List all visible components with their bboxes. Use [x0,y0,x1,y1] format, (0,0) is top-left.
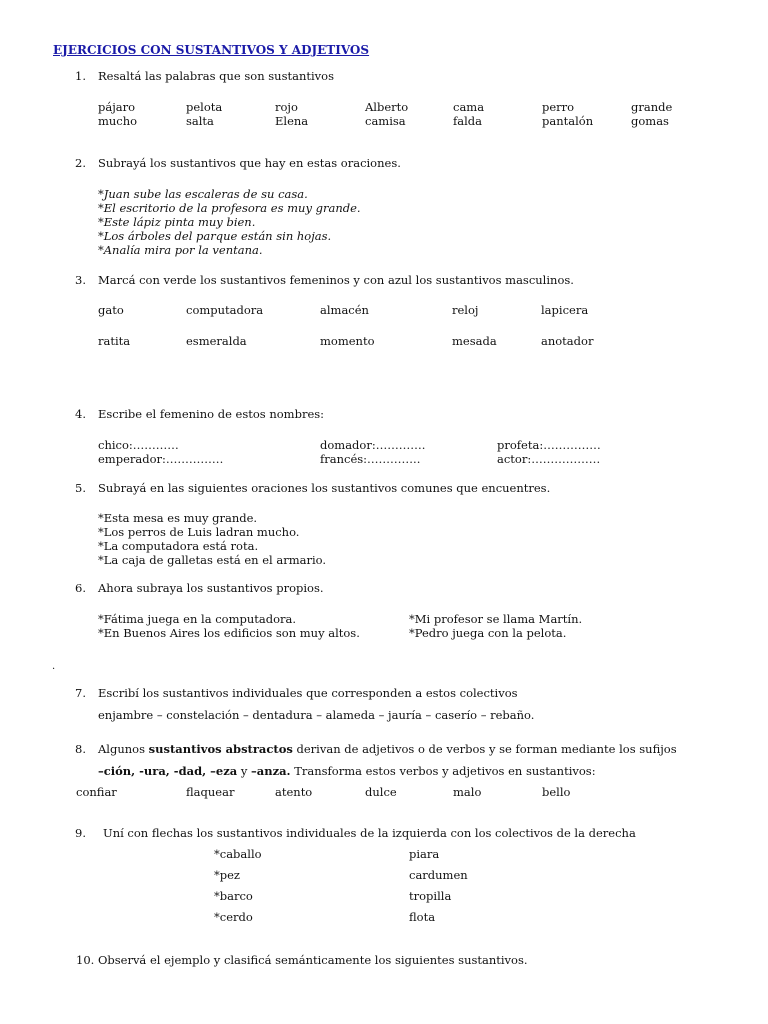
exercise-9-individual: *caballo [214,847,262,861]
exercise-4-number: 4. [75,407,86,421]
exercise-4-blank: chico:………… [98,438,179,452]
exercise-1-word: perro [542,100,575,114]
exercise-6-number: 6. [75,581,86,595]
exercise-2-sentence: *Juan sube las escaleras de su casa. [98,187,308,201]
exercise-3-word: momento [320,334,375,348]
exercise-3-word: almacén [320,303,369,317]
exercise-3-word: reloj [452,303,479,317]
exercise-3-word: anotador [541,334,594,348]
exercise-6-sentence: *Fátima juega en la computadora. [98,612,297,626]
exercise-1-word: salta [186,114,214,128]
exercise-8-word: confiar [76,785,117,799]
exercise-8-word: malo [453,785,482,799]
exercise-1-number: 1. [75,69,86,83]
exercise-9-individual: *pez [214,868,240,882]
exercise-7-collectives: enjambre – constelación – dentadura – alameda – jauría – caserío – rebaño. [98,708,535,722]
exercise-9-individual: *cerdo [214,910,253,924]
exercise-1-word: grande [631,100,673,114]
exercise-5-number: 5. [75,481,86,495]
exercise-1-word: mucho [98,114,138,128]
exercise-2-sentence: *Este lápiz pinta muy bien. [98,215,256,229]
exercise-8-number: 8. [75,742,86,756]
exercise-9-instruction: Uní con flechas los sustantivos individuales de la izquierda con los colectivos de la derecha [103,826,636,840]
exercise-2-sentence: *Los árboles del parque están sin hojas. [98,229,332,243]
exercise-4-blank: francés:………….. [320,452,421,466]
exercise-1-word: falda [453,114,483,128]
exercise-8-instruction [98,742,677,756]
exercise-8-suffix-anza: –anza. [251,764,291,778]
exercise-8-text-c: Transforma estos verbos y adjetivos en sustantivos: [290,764,596,778]
exercise-3-word: gato [98,303,124,317]
exercise-8-instruction-line-2 [98,764,596,778]
exercise-2-number: 2. [75,156,86,170]
exercise-8-word: flaquear [186,785,235,799]
exercise-4-blank: profeta:…………… [497,438,601,452]
exercise-9-collective: cardumen [409,868,468,882]
exercise-10-instruction: 10. Observá el ejemplo y clasificá semánticamente los siguientes sustantivos. [76,953,528,967]
exercise-2-instruction: Subrayá los sustantivos que hay en estas oraciones. [98,156,401,170]
exercise-2-sentence: *El escritorio de la profesora es muy grande. [98,201,361,215]
exercise-1-word: pájaro [98,100,136,114]
exercise-5-sentence: *Esta mesa es muy grande. [98,511,258,525]
exercise-8-word: atento [275,785,313,799]
exercise-3-instruction: Marcá con verde los sustantivos femeninos y con azul los sustantivos masculinos. [98,273,574,287]
exercise-4-instruction: Escribe el femenino de estos nombres: [98,407,325,421]
exercise-5-instruction: Subrayá en las siguientes oraciones los sustantivos comunes que encuentres. [98,481,551,495]
exercise-3-word: ratita [98,334,131,348]
exercise-1-word: Alberto [365,100,409,114]
exercise-7-number: 7. [75,686,86,700]
exercise-1-instruction: Resaltá las palabras que son sustantivos [98,69,334,83]
exercise-8-word: dulce [365,785,397,799]
exercise-9-number: 9. [75,826,86,840]
exercise-5-sentence: *La caja de galletas está en el armario. [98,553,327,567]
exercise-3-number: 3. [75,273,86,287]
exercise-3-word: mesada [452,334,497,348]
exercise-3-word: lapicera [541,303,589,317]
exercise-9-collective: piara [409,847,440,861]
exercise-1-word: rojo [275,100,298,114]
exercise-1-word: cama [453,100,485,114]
exercise-1-word: pelota [186,100,223,114]
exercise-7-instruction: Escribí los sustantivos individuales que corresponden a estos colectivos [98,686,518,700]
exercise-6-instruction: Ahora subraya los sustantivos propios. [98,581,324,595]
exercise-4-blank: domador:…………. [320,438,426,452]
exercise-9-individual: *barco [214,889,253,903]
exercise-6-sentence: *Pedro juega con la pelota. [409,626,567,640]
exercise-1-word: Elena [275,114,309,128]
exercise-9-collective: tropilla [409,889,452,903]
exercise-6-sentence: *En Buenos Aires los edificios son muy altos. [98,626,360,640]
exercise-8-text-a: Algunos [98,742,149,756]
exercise-3-word: computadora [186,303,264,317]
worksheet-title: EJERCICIOS CON SUSTANTIVOS Y ADJETIVOS [53,43,370,57]
exercise-1-word: pantalón [542,114,594,128]
exercise-8-bold-term: sustantivos abstractos [148,742,293,756]
exercise-5-sentence: *La computadora está rota. [98,539,259,553]
exercise-3-word: esmeralda [186,334,247,348]
exercise-8-suffixes: –ción, -ura, -dad, –eza [98,764,238,778]
exercise-9-collective: flota [409,910,436,924]
stray-mark: . [52,661,56,672]
exercise-4-blank: emperador:…………… [98,452,224,466]
exercise-1-word: camisa [365,114,406,128]
exercise-6-sentence: *Mi profesor se llama Martín. [409,612,583,626]
exercise-1-word: gomas [631,114,669,128]
exercise-8-word: bello [542,785,571,799]
exercise-8-text-b: derivan de adjetivos o de verbos y se forman mediante los sufijos [292,742,677,756]
exercise-8-conj: y [237,764,251,778]
exercise-4-blank: actor:……………… [497,452,601,466]
exercise-2-sentence: *Analía mira por la ventana. [98,243,263,257]
exercise-5-sentence: *Los perros de Luis ladran mucho. [98,525,300,539]
